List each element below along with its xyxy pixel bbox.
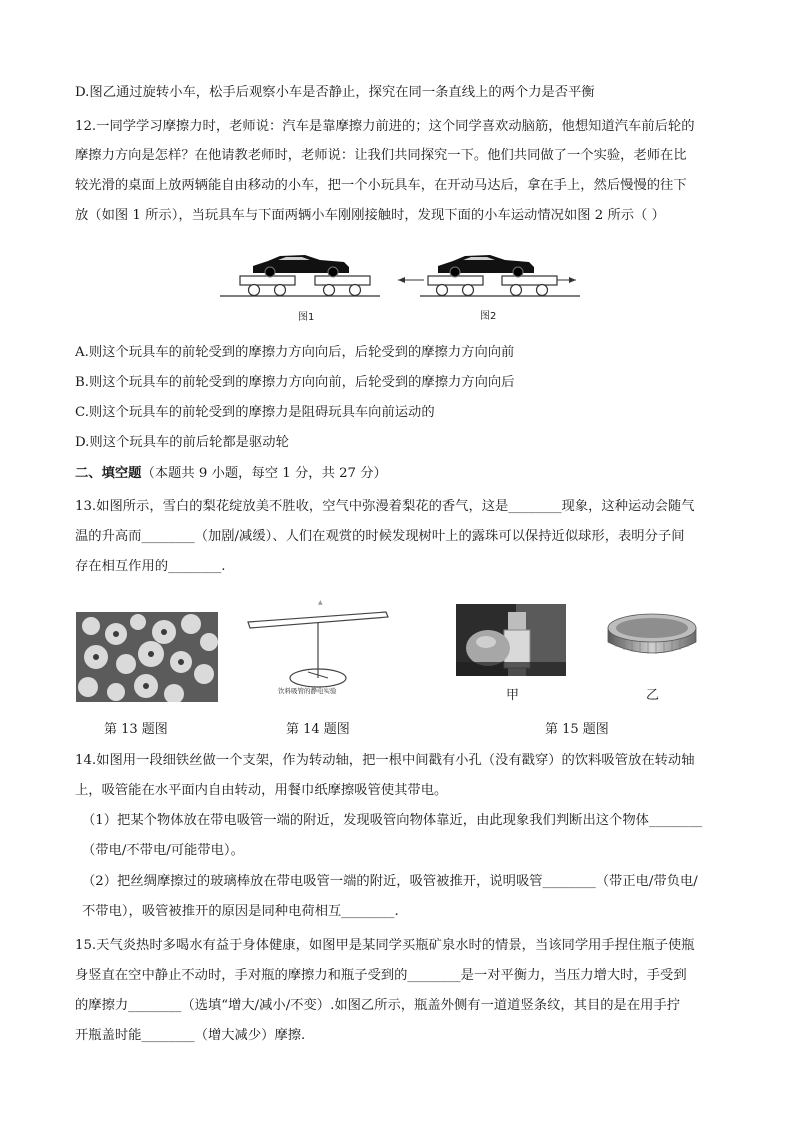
q13-line-2: 温的升高而________（加剧/减缓）、人们在观赏的时候发现树叶上的露珠可以保持近似球形，表明分子间 (75, 529, 685, 544)
pear-blossom-photo (76, 612, 218, 702)
caption-fig-13: 第 13 题图 (104, 722, 168, 737)
caption-fig-15: 第 15 题图 (545, 722, 609, 737)
fig2-label: 图2 (480, 311, 497, 322)
q15-line-2: 身竖直在空中静止不动时，手对瓶的摩擦力和瓶子受到的________是一对平衡力，当压力增大时，手受到 (75, 968, 687, 983)
q14-line-1: 14.如图用一段细铁丝做一个支架，作为转动轴，把一根中间戳有小孔（没有戳穿）的饮料吸管放在转动轴 (75, 753, 695, 768)
q15-line-1: 15.天气炎热时多喝水有益于身体健康，如图甲是某同学买瓶矿泉水时的情景，当该同学用手捏住瓶子使瓶 (75, 938, 695, 953)
q12-stem-line-1: 12.一同学学习摩擦力时，老师说：汽车是靠摩擦力前进的；这个同学喜欢动脑筋，他想知道汽车前后轮的 (75, 119, 695, 134)
q12-stem-line-2: 摩擦力方向是怎样？在他请教老师时，老师说：让我们共同探究一下。他们共同做了一个实验，老师在比 (75, 148, 687, 163)
q14-sub2-line-1: （2）把丝绸摩擦过的玻璃棒放在带电吸管一端的附近，吸管被推开，说明吸管________（带正电/带负电/ (82, 874, 698, 889)
hand-bottle-photo (456, 604, 566, 676)
q14-line-2: 上，吸管能在水平面内自由转动，用餐巾纸摩擦吸管使其带电。 (75, 783, 448, 798)
q15-line-3: 的摩擦力________（选填“增大/减小/不变）.如图乙所示，瓶盖外侧有一道道竖条纹，其目的是在用手拧 (75, 998, 681, 1013)
q15-line-4: 开瓶盖时能________（增大减少）摩擦. (75, 1028, 306, 1043)
q13-line-1: 13.如图所示，雪白的梨花绽放美不胜收，空气中弥漫着梨花的香气，这是________现象，这种运动会随气 (75, 499, 695, 514)
q12-option-d: D.则这个玩具车的前后轮都是驱动轮 (75, 435, 289, 450)
label-jia: 甲 (506, 688, 520, 703)
q12-toy-car-figure (220, 246, 590, 326)
fig1-label: 图1 (298, 312, 315, 323)
q12-stem-line-4: 放（如图 1 所示），当玩具车与下面两辆小车刚刚接触时，发现下面的小车运动情况如图 2 所示（ ） (75, 208, 665, 223)
q11-option-d: D.图乙通过旋转小车，松手后观察小车是否静止，探究在同一条直线上的两个力是否平衡 (75, 85, 595, 100)
q14-sub2-line-2: 不带电），吸管被推开的原因是同种电荷相互________. (82, 904, 399, 919)
caption-fig-14: 第 14 题图 (286, 722, 350, 737)
q12-option-a: A.则这个玩具车的前轮受到的摩擦力方向向后，后轮受到的摩擦力方向向前 (75, 345, 515, 360)
q12-option-c: C.则这个玩具车的前轮受到的摩擦力是阻碍玩具车向前运动的 (75, 405, 435, 420)
fig1-group (220, 255, 380, 296)
label-yi: 乙 (646, 688, 660, 703)
bottle-cap-figure (602, 606, 702, 666)
q14-sub1-line-1: （1）把某个物体放在带电吸管一端的附近，发现吸管向物体靠近，由此现象我们判断出这个物体________ (82, 813, 703, 828)
section-2-note: （本题共 9 小题，每空 1 分，共 27 分） (141, 466, 387, 481)
q13-line-3: 存在相互作用的________. (75, 559, 226, 574)
section-2-heading (75, 465, 725, 483)
fig14-inner-label: 饮料吸管的静电实验 (278, 687, 337, 695)
q14-sub1-line-2: （带电/不带电/可能带电）。 (82, 843, 244, 858)
section-2-title: 二、填空题 (75, 466, 142, 481)
fig2-group (398, 255, 580, 296)
q12-option-b: B.则这个玩具车的前轮受到的摩擦力方向向前，后轮受到的摩擦力方向向后 (75, 375, 515, 390)
svg-text:▲: ▲ (318, 600, 323, 606)
q12-stem-line-3: 较光滑的桌面上放两辆能自由移动的小车，把一个小玩具车，在开动马达后，拿在手上，然后慢慢的往下 (75, 178, 687, 193)
